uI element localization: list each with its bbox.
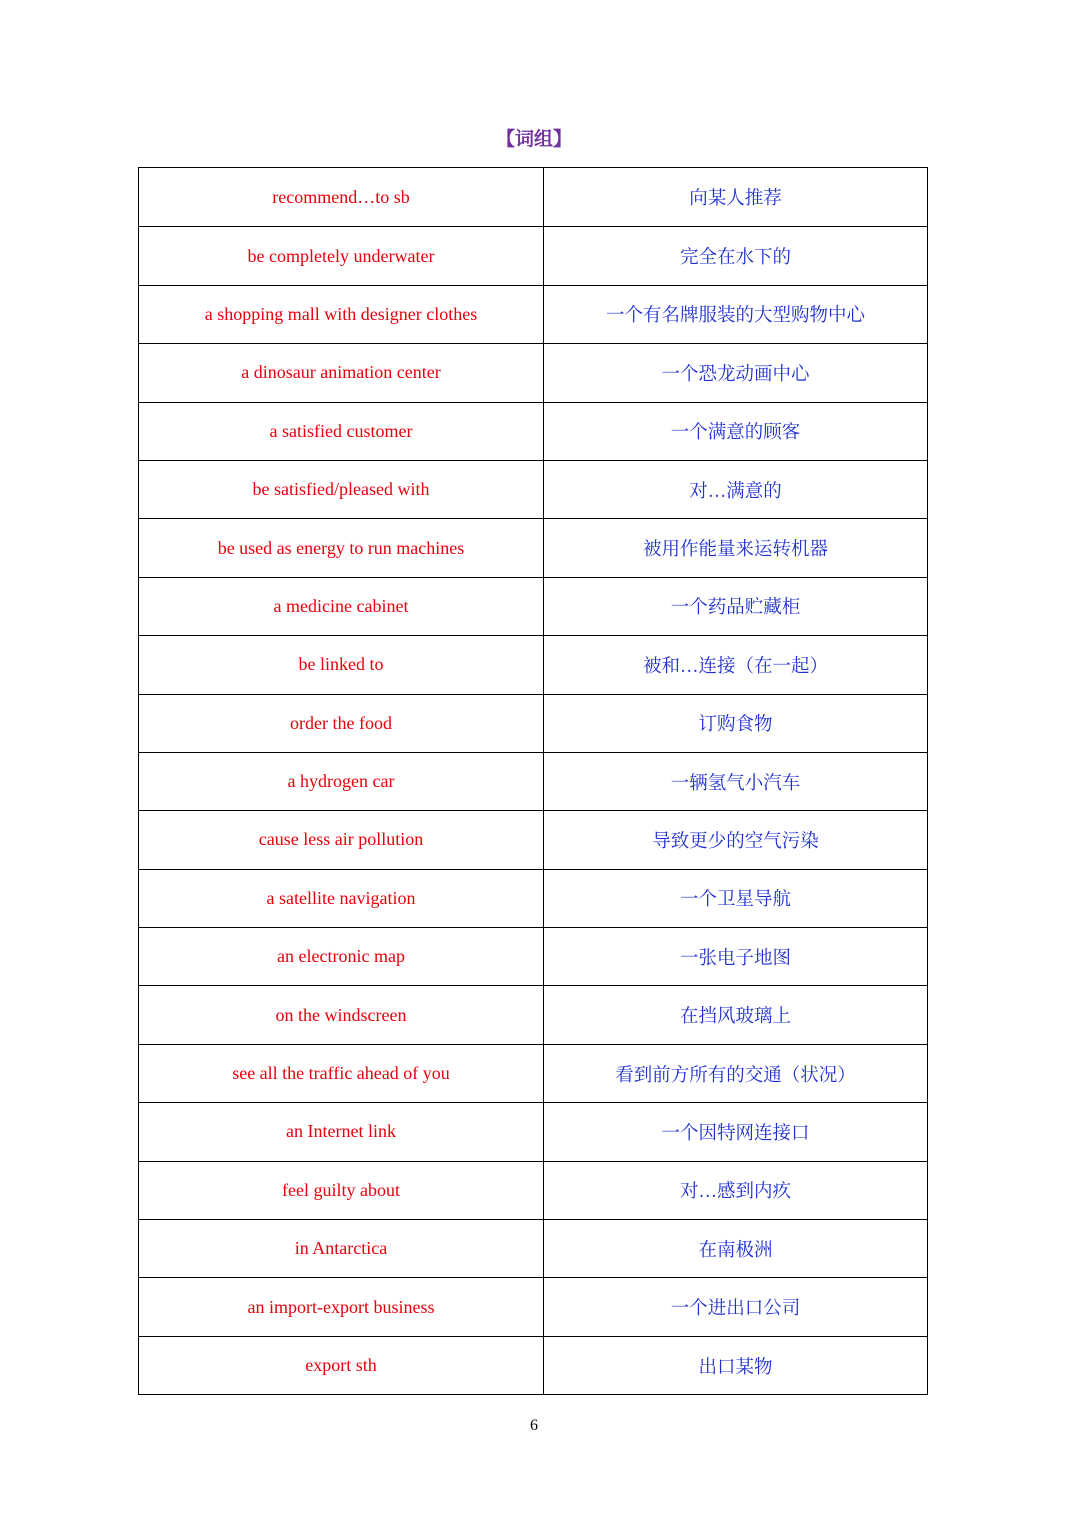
english-phrase: order the food bbox=[139, 695, 544, 752]
table-row bbox=[139, 518, 927, 576]
chinese-translation: 一个卫星导航 bbox=[679, 890, 791, 911]
page-number: 6 bbox=[530, 1417, 538, 1434]
chinese-translation: 被用作能量来运转机器 bbox=[642, 540, 828, 561]
chinese-translation: 看到前方所有的交通（状况） bbox=[615, 1065, 856, 1086]
english-phrase: an import-export business bbox=[139, 1278, 544, 1335]
english-phrase: a satellite navigation bbox=[139, 870, 544, 927]
chinese-translation: 导致更少的空气污染 bbox=[652, 831, 819, 852]
chinese-translation: 被和…连接（在一起） bbox=[642, 656, 828, 677]
chinese-translation: 对…感到内疚 bbox=[679, 1182, 791, 1203]
chinese-translation: 对…满意的 bbox=[689, 481, 782, 502]
table-row bbox=[139, 1219, 927, 1277]
chinese-translation: 一辆氢气小汽车 bbox=[670, 773, 801, 794]
table-row bbox=[139, 285, 927, 343]
table-row bbox=[139, 1336, 927, 1394]
english-phrase: be linked to bbox=[139, 636, 544, 693]
table-row bbox=[139, 869, 927, 927]
english-phrase: a shopping mall with designer clothes bbox=[139, 286, 544, 343]
english-phrase: export sth bbox=[139, 1337, 544, 1394]
english-phrase: see all the traffic ahead of you bbox=[139, 1045, 544, 1102]
chinese-translation: 一个进出口公司 bbox=[670, 1299, 801, 1320]
chinese-translation: 一个有名牌服装的大型购物中心 bbox=[605, 306, 865, 327]
table-row bbox=[139, 460, 927, 518]
table-row bbox=[139, 1277, 927, 1335]
chinese-translation: 完全在水下的 bbox=[679, 248, 791, 269]
vocabulary-table bbox=[138, 167, 928, 1395]
english-phrase: a medicine cabinet bbox=[139, 578, 544, 635]
english-phrase: an Internet link bbox=[139, 1103, 544, 1160]
english-phrase: in Antarctica bbox=[139, 1220, 544, 1277]
english-phrase: be used as energy to run machines bbox=[139, 519, 544, 576]
table-row bbox=[139, 226, 927, 284]
chinese-translation: 在挡风玻璃上 bbox=[679, 1007, 791, 1028]
chinese-translation: 一个药品贮藏柜 bbox=[670, 598, 801, 619]
english-phrase: a dinosaur animation center bbox=[139, 344, 544, 401]
table-row bbox=[139, 402, 927, 460]
table-row bbox=[139, 577, 927, 635]
table-row bbox=[139, 1102, 927, 1160]
table-row bbox=[139, 1044, 927, 1102]
chinese-translation: 一张电子地图 bbox=[679, 948, 791, 969]
table-row bbox=[139, 985, 927, 1043]
chinese-translation: 出口某物 bbox=[698, 1357, 773, 1378]
english-phrase: a satisfied customer bbox=[139, 403, 544, 460]
english-phrase: be satisfied/pleased with bbox=[139, 461, 544, 518]
table-row bbox=[139, 1161, 927, 1219]
section-title: 【词组】 bbox=[495, 129, 572, 150]
chinese-translation: 订购食物 bbox=[698, 715, 773, 736]
english-phrase: cause less air pollution bbox=[139, 811, 544, 868]
english-phrase: a hydrogen car bbox=[139, 753, 544, 810]
chinese-translation: 一个满意的顾客 bbox=[670, 423, 801, 444]
chinese-translation: 一个恐龙动画中心 bbox=[661, 364, 810, 385]
english-phrase: recommend…to sb bbox=[139, 168, 544, 226]
english-phrase: feel guilty about bbox=[139, 1162, 544, 1219]
table-row bbox=[139, 752, 927, 810]
table-row bbox=[139, 635, 927, 693]
table-row bbox=[139, 810, 927, 868]
chinese-translation: 一个因特网连接口 bbox=[661, 1123, 810, 1144]
english-phrase: an electronic map bbox=[139, 928, 544, 985]
chinese-translation: 在南极洲 bbox=[698, 1240, 773, 1261]
english-phrase: be completely underwater bbox=[139, 227, 544, 284]
table-row bbox=[139, 343, 927, 401]
table-row bbox=[139, 694, 927, 752]
english-phrase: on the windscreen bbox=[139, 986, 544, 1043]
chinese-translation: 向某人推荐 bbox=[689, 189, 782, 210]
table-row bbox=[139, 927, 927, 985]
table-row bbox=[139, 168, 927, 226]
